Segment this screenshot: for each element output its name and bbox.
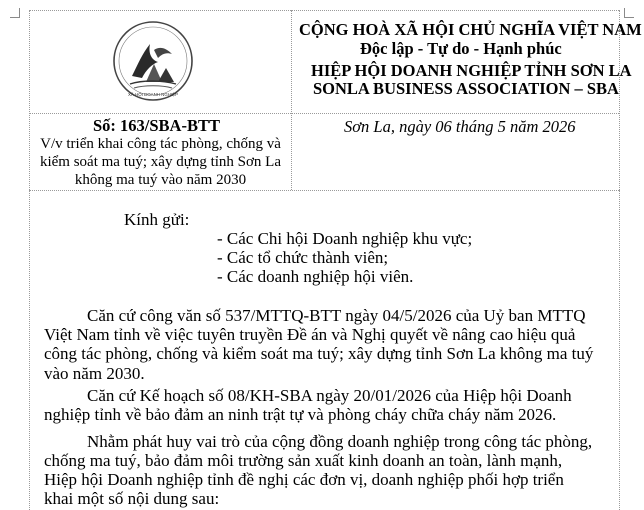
document-subject-line-2: kiểm soát ma tuý; xây dựng tỉnh Sơn La: [39, 154, 282, 170]
country-name: CỘNG HOÀ XÃ HỘI CHỦ NGHĨA VIỆT NAM: [299, 20, 642, 39]
recipient-item: - Các doanh nghiệp hội viên.: [217, 267, 414, 286]
margin-guide-right: [619, 190, 620, 510]
table-border-bottom: [29, 190, 619, 191]
paragraph-line: Căn cứ Kế hoạch số 08/KH-SBA ngày 20/01/2026 của Hiệp hội Doanh: [87, 386, 572, 405]
logo-caption: XÃ HỘI DOANH NGHIỆP: [127, 92, 179, 97]
corner-mark-top-left: [10, 8, 20, 18]
document-subject-line-1: V/v triển khai công tác phòng, chống và: [40, 136, 281, 152]
national-motto: Độc lập - Tự do - Hạnh phúc: [360, 39, 562, 58]
table-border-divider: [291, 10, 292, 190]
recipient-item: - Các Chi hội Doanh nghiệp khu vực;: [217, 229, 473, 248]
paragraph-line: công tác phòng, chống và kiểm soát ma tuý; xây dựng tỉnh Sơn La không ma tuý: [44, 344, 594, 363]
paragraph-line: chống ma tuý, bảo đảm môi trường sản xuất kinh doanh an toàn, lành mạnh,: [44, 451, 563, 470]
paragraph-line: nghiệp tỉnh về bảo đảm an ninh trật tự và phòng cháy chữa cháy năm 2026.: [44, 405, 557, 424]
document-number: Số: 163/SBA-BTT: [93, 116, 220, 135]
paragraph-line: Căn cứ công văn số 537/MTTQ-BTT ngày 04/5/2026 của Uỷ ban MTTQ: [87, 306, 586, 325]
table-border-middle: [29, 113, 619, 114]
paragraph-line: khai một số nội dung sau:: [44, 489, 220, 508]
paragraph-line: Hiệp hội Doanh nghiệp tỉnh đề nghị các đơn vị, doanh nghiệp phối hợp triển: [44, 470, 564, 489]
document-subject-line-3: không ma tuý vào năm 2030: [74, 172, 247, 188]
organization-name: HIỆP HỘI DOANH NGHIỆP TỈNH SƠN LA: [311, 61, 632, 80]
paragraph-line: vào năm 2030.: [44, 364, 145, 383]
organization-name-en: SONLA BUSINESS ASSOCIATION – SBA: [313, 79, 619, 98]
corner-mark-top-right: [624, 8, 634, 18]
table-border-top: [29, 10, 619, 11]
paragraph-line: Nhằm phát huy vai trò của cộng đồng doanh nghiệp trong công tác phòng,: [87, 432, 593, 451]
margin-guide-left: [29, 190, 30, 510]
association-logo: [112, 20, 194, 102]
recipient-item: - Các tổ chức thành viên;: [217, 248, 389, 267]
place-and-date: Sơn La, ngày 06 tháng 5 năm 2026: [344, 117, 576, 136]
paragraph-line: Việt Nam tỉnh về việc tuyên truyền Đề án và Nghị quyết về nâng cao hiệu quả: [44, 325, 576, 344]
greeting: Kính gửi:: [124, 210, 190, 229]
